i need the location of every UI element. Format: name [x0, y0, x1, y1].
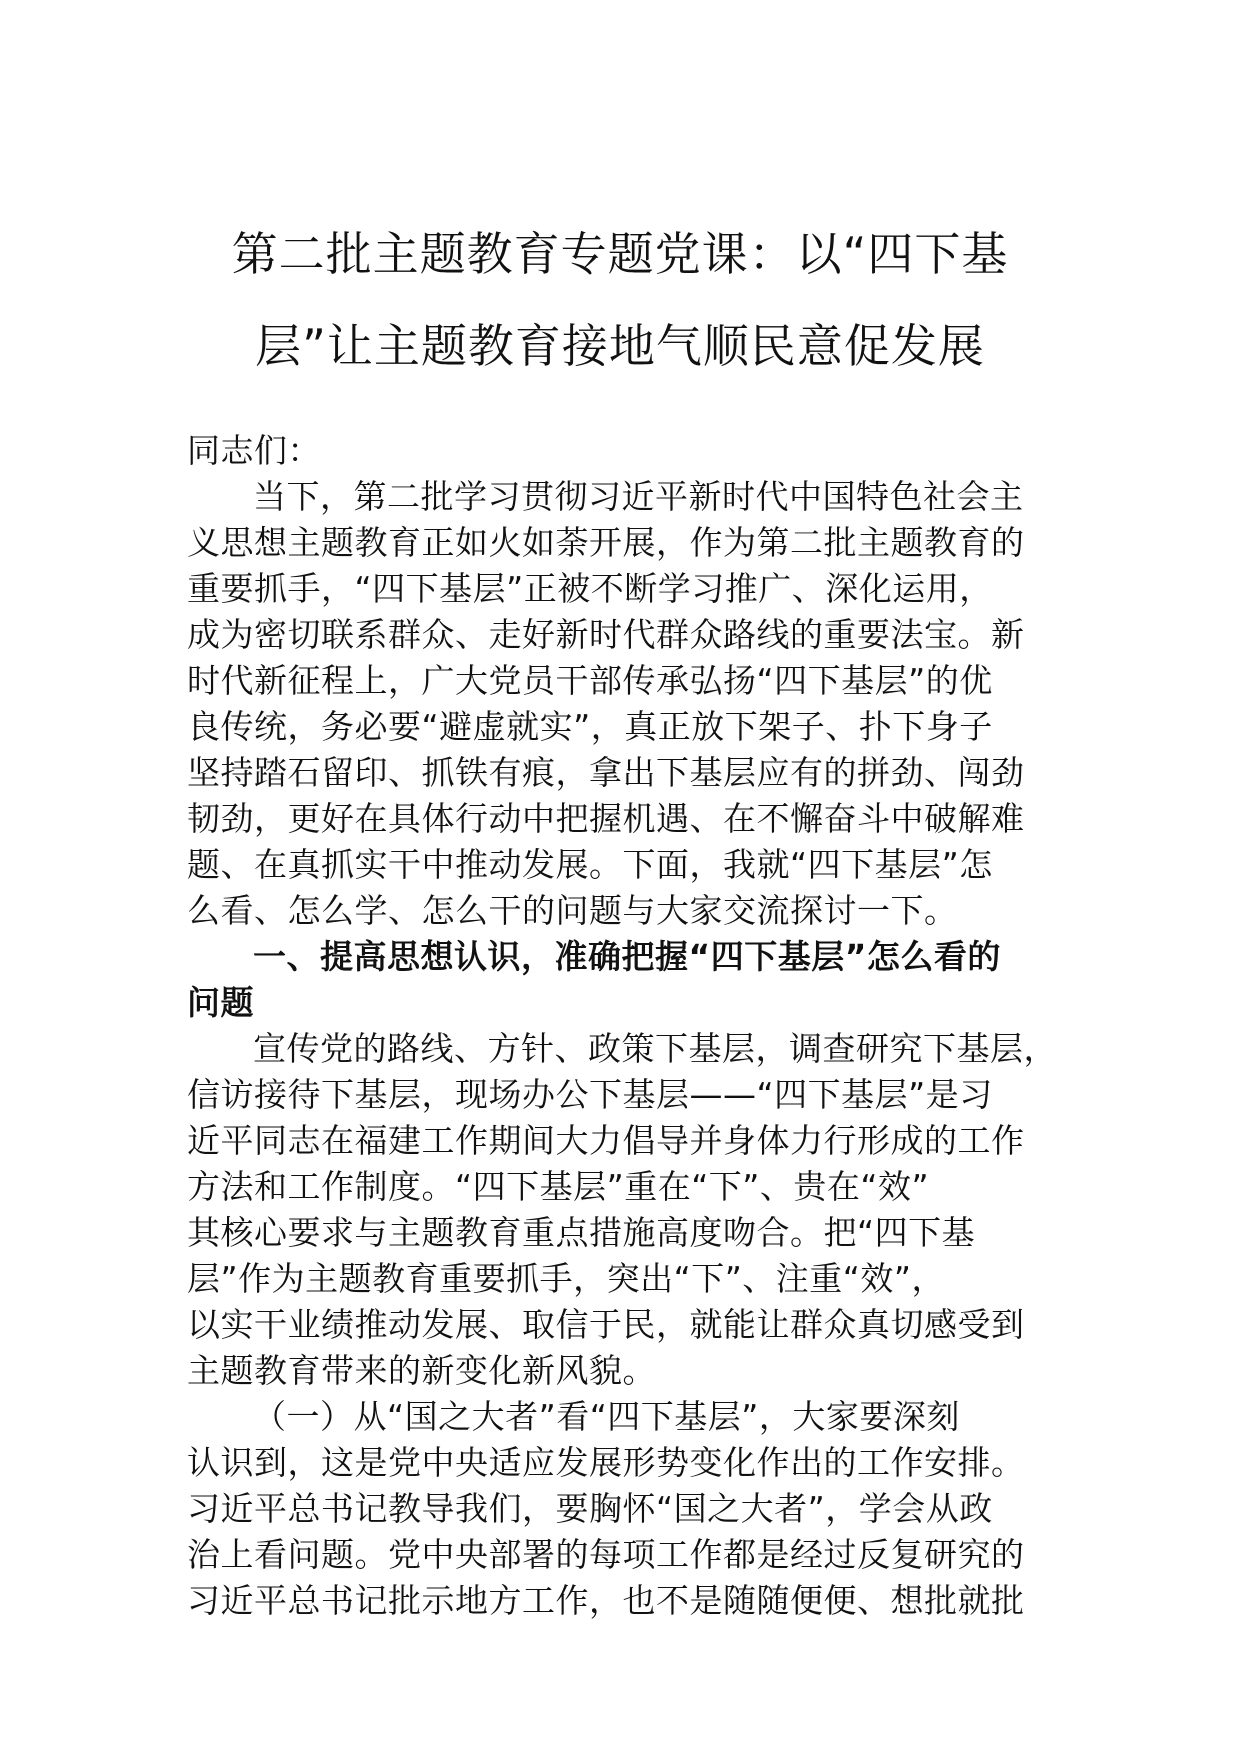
- paragraph-3-line: 习近平总书记批示地方工作，也不是随随便便、想批就批: [187, 1581, 1025, 1620]
- section-heading-line: 一、提高思想认识，准确把握“四下基层”怎么看的: [253, 937, 1001, 976]
- paragraph-2-line: 其核心要求与主题教育重点措施高度吻合。把“四下基: [187, 1213, 976, 1252]
- paragraph-2-line: 方法和工作制度。“四下基层”重在“下”、贵在“效”: [187, 1167, 930, 1206]
- paragraph-3-line: 习近平总书记教导我们，要胸怀“国之大者”，学会从政: [187, 1489, 993, 1528]
- paragraph-2-line: 宣传党的路线、方针、政策下基层，调查研究下基层，: [253, 1029, 1057, 1068]
- paragraph-2-line: 近平同志在福建工作期间大力倡导并身体力行形成的工作: [187, 1121, 1025, 1160]
- paragraph-1-line: 成为密切联系群众、走好新时代群众路线的重要法宝。新: [187, 615, 1025, 654]
- paragraph-1-line: 韧劲，更好在具体行动中把握机遇、在不懈奋斗中破解难: [187, 799, 1025, 838]
- paragraph-2-line: 信访接待下基层，现场办公下基层——“四下基层”是习: [187, 1075, 993, 1114]
- paragraph-1-line: 重要抓手，“四下基层”正被不断学习推广、深化运用，: [187, 569, 993, 608]
- section-heading-line: 问题: [187, 983, 254, 1022]
- paragraph-1-line: 题、在真抓实干中推动发展。下面，我就“四下基层”怎: [187, 845, 993, 884]
- paragraph-2-line: 主题教育带来的新变化新风貌。: [187, 1351, 656, 1390]
- paragraph-1-line: 良传统，务必要“避虚就实”，真正放下架子、扑下身子: [187, 707, 993, 746]
- document-title: [150, 208, 1090, 392]
- paragraph-3-line: 认识到，这是党中央适应发展形势变化作出的工作安排。: [187, 1443, 1025, 1482]
- paragraph-3-line: （一）从“国之大者”看“四下基层”，大家要深刻: [253, 1397, 960, 1436]
- paragraph-1-line: 坚持踏石留印、抓铁有痕，拿出下基层应有的拼劲、闯劲: [187, 753, 1025, 792]
- paragraph-1-line: 时代新征程上，广大党员干部传承弘扬“四下基层”的优: [187, 661, 993, 700]
- paragraph-1-line: 么看、怎么学、怎么干的问题与大家交流探讨一下。: [187, 891, 958, 930]
- paragraph-1-line: 当下，第二批学习贯彻习近平新时代中国特色社会主: [253, 477, 1024, 516]
- paragraph-2-line: 以实干业绩推动发展、取信于民，就能让群众真切感受到: [187, 1305, 1025, 1344]
- document-body: [187, 428, 1067, 1624]
- title-line-1: 第二批主题教育专题党课：以“四下基: [231, 227, 1009, 281]
- paragraph-3-line: 治上看问题。党中央部署的每项工作都是经过反复研究的: [187, 1535, 1025, 1574]
- paragraph-2-line: 层”作为主题教育重要抓手，突出“下”、注重“效”，: [187, 1259, 945, 1298]
- paragraph-1-line: 义思想主题教育正如火如荼开展，作为第二批主题教育的: [187, 523, 1025, 562]
- title-line-2: 层”让主题教育接地气顺民意促发展: [255, 319, 985, 373]
- salutation: 同志们：: [187, 431, 321, 470]
